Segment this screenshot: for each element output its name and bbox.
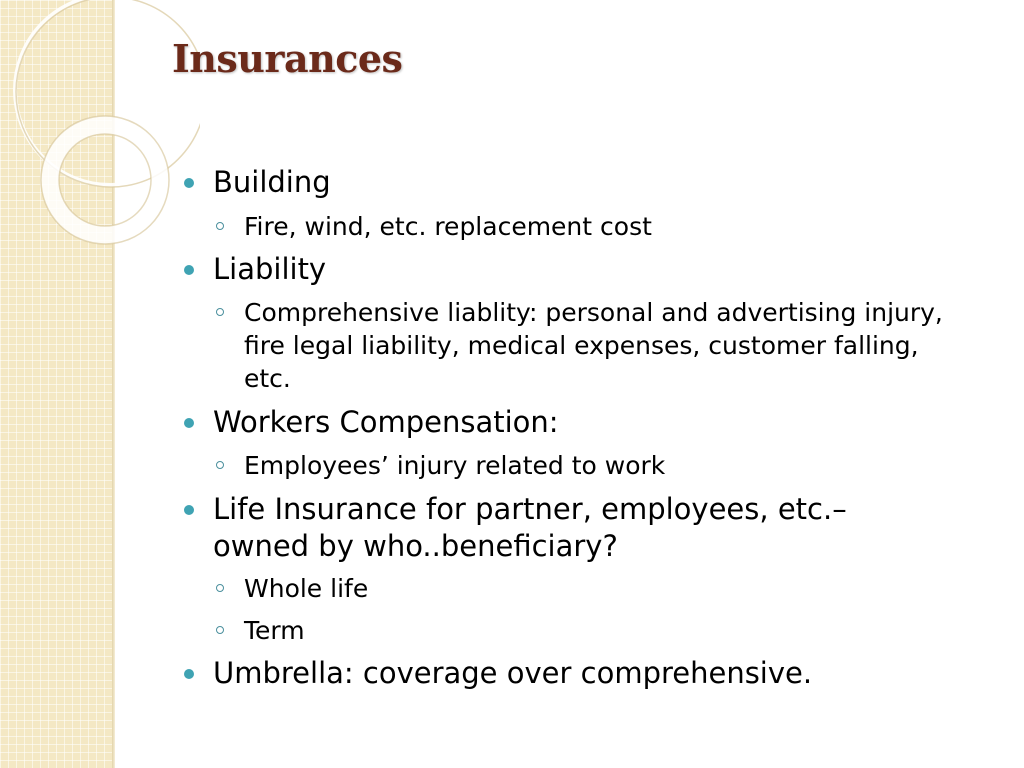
sub-bullet-ring bbox=[216, 461, 224, 469]
bullet-umbrella: Umbrella: coverage over comprehensive. bbox=[213, 656, 813, 690]
bullet-dot bbox=[184, 505, 194, 515]
bullet-workers-compensation: Workers Compensation: bbox=[213, 405, 559, 439]
sub-bullet-ring bbox=[216, 626, 224, 634]
slide-title: Insurances bbox=[172, 36, 403, 81]
bullet-dot bbox=[184, 265, 194, 275]
sub-bullet-term: Term bbox=[244, 616, 305, 645]
bullet-liability: Liability bbox=[213, 252, 327, 286]
sub-bullet-employee-injury: Employees’ injury related to work bbox=[244, 451, 666, 480]
bullet-dot bbox=[184, 178, 194, 188]
bullet-building: Building bbox=[213, 165, 331, 199]
bullet-life-insurance: Life Insurance for partner, employees, etc.– owned by who..beneficiary? bbox=[213, 492, 847, 563]
sub-bullet-ring bbox=[216, 584, 224, 592]
bullet-dot bbox=[184, 418, 194, 428]
sub-bullet-building-cost: Fire, wind, etc. replacement cost bbox=[244, 212, 652, 241]
sub-bullet-ring bbox=[216, 222, 224, 230]
bullet-dot bbox=[184, 669, 194, 679]
sub-bullet-comprehensive-liability: Comprehensive liablity: personal and advertising injury, fire legal liability, medical expenses, customer falling, etc. bbox=[244, 298, 943, 393]
sub-bullet-ring bbox=[216, 308, 224, 316]
sub-bullet-whole-life: Whole life bbox=[244, 574, 369, 603]
